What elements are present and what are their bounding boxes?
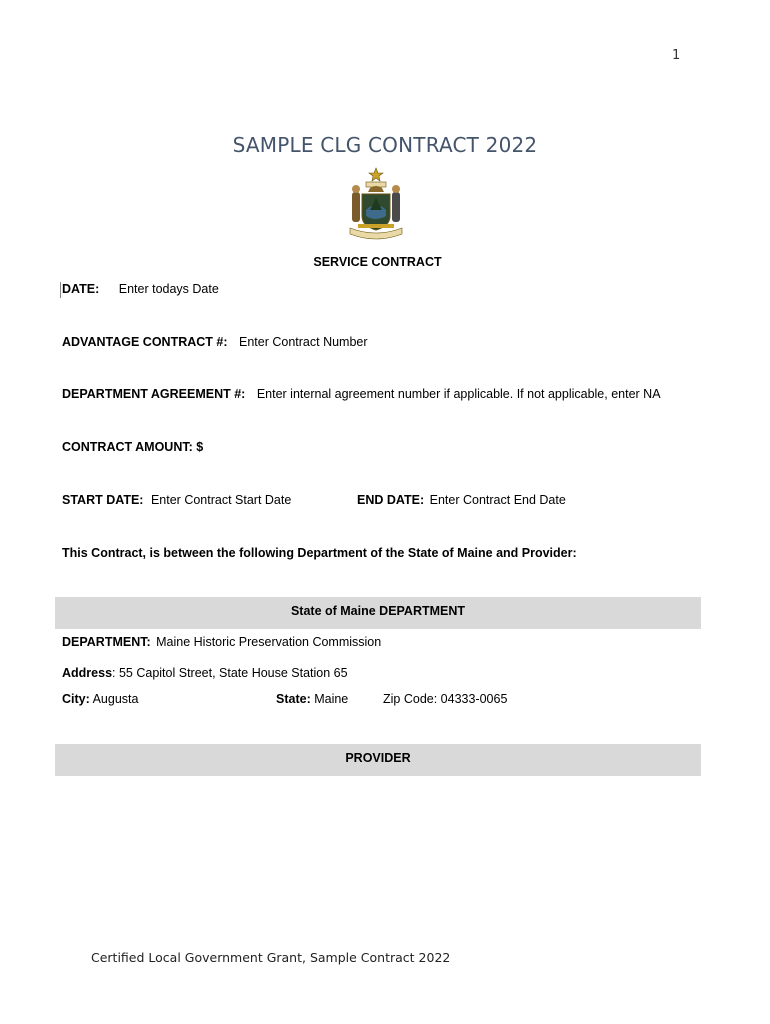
city-field[interactable]: Augusta bbox=[92, 692, 139, 706]
department-field[interactable]: Maine Historic Preservation Commission bbox=[156, 635, 382, 649]
end-date-field[interactable]: Enter Contract End Date bbox=[429, 493, 566, 507]
contract-amount-label: CONTRACT AMOUNT: $ bbox=[62, 440, 204, 454]
address-field[interactable]: : 55 Capitol Street, State House Station 65 bbox=[112, 666, 348, 680]
advantage-contract-row bbox=[62, 335, 368, 349]
department-label: DEPARTMENT: bbox=[62, 635, 151, 649]
department-agreement-row bbox=[62, 387, 661, 401]
department-agreement-field[interactable]: Enter internal agreement number if applicable. If not applicable, enter NA bbox=[256, 387, 661, 401]
state-row bbox=[276, 692, 348, 706]
start-date-row bbox=[62, 493, 291, 507]
date-field[interactable]: Enter todays Date bbox=[118, 282, 219, 296]
department-agreement-label: DEPARTMENT AGREEMENT #: bbox=[62, 387, 246, 401]
text-cursor bbox=[60, 282, 61, 298]
service-contract-heading: SERVICE CONTRACT bbox=[313, 255, 442, 269]
page-footer: Certified Local Government Grant, Sample Contract 2022 bbox=[91, 950, 451, 965]
end-date-label: END DATE: bbox=[357, 493, 425, 507]
advantage-contract-field[interactable]: Enter Contract Number bbox=[239, 335, 368, 349]
zip-code-field[interactable]: Zip Code: 04333-0065 bbox=[383, 692, 508, 706]
advantage-contract-label: ADVANTAGE CONTRACT #: bbox=[62, 335, 228, 349]
address-row bbox=[62, 666, 348, 680]
department-row bbox=[62, 635, 381, 649]
department-section-title: State of Maine DEPARTMENT bbox=[290, 604, 466, 618]
city-label: City: bbox=[62, 692, 90, 706]
provider-section-header bbox=[55, 744, 701, 776]
date-label: DATE: bbox=[62, 282, 100, 296]
start-date-field[interactable]: Enter Contract Start Date bbox=[150, 493, 292, 507]
document-title: SAMPLE CLG CONTRACT 2022 bbox=[232, 133, 538, 157]
end-date-row bbox=[357, 493, 566, 507]
state-label: State: bbox=[276, 692, 311, 706]
start-date-label: START DATE: bbox=[62, 493, 144, 507]
state-of-maine-seal-icon bbox=[340, 166, 412, 244]
between-statement: This Contract, is between the following Department of the State of Maine and Provider: bbox=[62, 546, 577, 560]
address-label: Address bbox=[62, 666, 113, 680]
provider-section-title: PROVIDER bbox=[345, 751, 411, 765]
contract-amount-row bbox=[62, 440, 203, 454]
date-row bbox=[62, 282, 219, 296]
state-field[interactable]: Maine bbox=[314, 692, 349, 706]
city-row bbox=[62, 692, 138, 706]
department-section-header bbox=[55, 597, 701, 629]
page-number: 1 bbox=[672, 48, 681, 63]
